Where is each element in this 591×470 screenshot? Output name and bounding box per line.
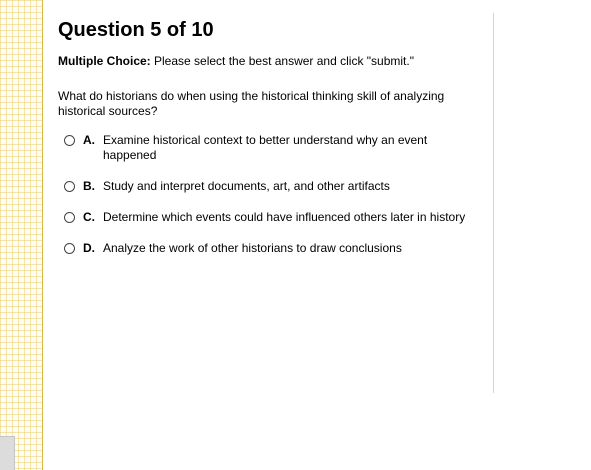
answer-options: [58, 133, 488, 256]
radio-button-icon[interactable]: [64, 243, 75, 254]
question-title: Question 5 of 10: [58, 19, 214, 41]
instructions: [58, 54, 488, 69]
left-strip-tab[interactable]: [0, 436, 15, 470]
option-letter: A.: [83, 133, 95, 147]
option-text: Examine historical context to better understand why an event happened: [103, 133, 428, 162]
question-type-label: Multiple Choice:: [58, 54, 151, 68]
option-b[interactable]: [58, 179, 488, 194]
instructions-text: Please select the best answer and click "submit.": [150, 54, 414, 68]
option-letter: D.: [83, 241, 95, 255]
right-divider: [493, 13, 494, 393]
radio-button-icon[interactable]: [64, 181, 75, 192]
option-text: Determine which events could have influenced others later in history: [103, 210, 466, 224]
option-text: Study and interpret documents, art, and other artifacts: [103, 179, 390, 193]
option-c[interactable]: [58, 210, 488, 225]
left-grid-strip: [0, 0, 43, 470]
question-panel: [58, 18, 488, 272]
radio-button-icon[interactable]: [64, 212, 75, 223]
option-letter: C.: [83, 210, 95, 224]
radio-button-icon[interactable]: [64, 135, 75, 146]
question-prompt: What do historians do when using the historical thinking skill of analyzing historical sources?: [58, 89, 445, 118]
option-letter: B.: [83, 179, 95, 193]
option-text: Analyze the work of other historians to draw conclusions: [103, 241, 402, 255]
option-d[interactable]: [58, 241, 488, 256]
option-a[interactable]: [58, 133, 488, 163]
